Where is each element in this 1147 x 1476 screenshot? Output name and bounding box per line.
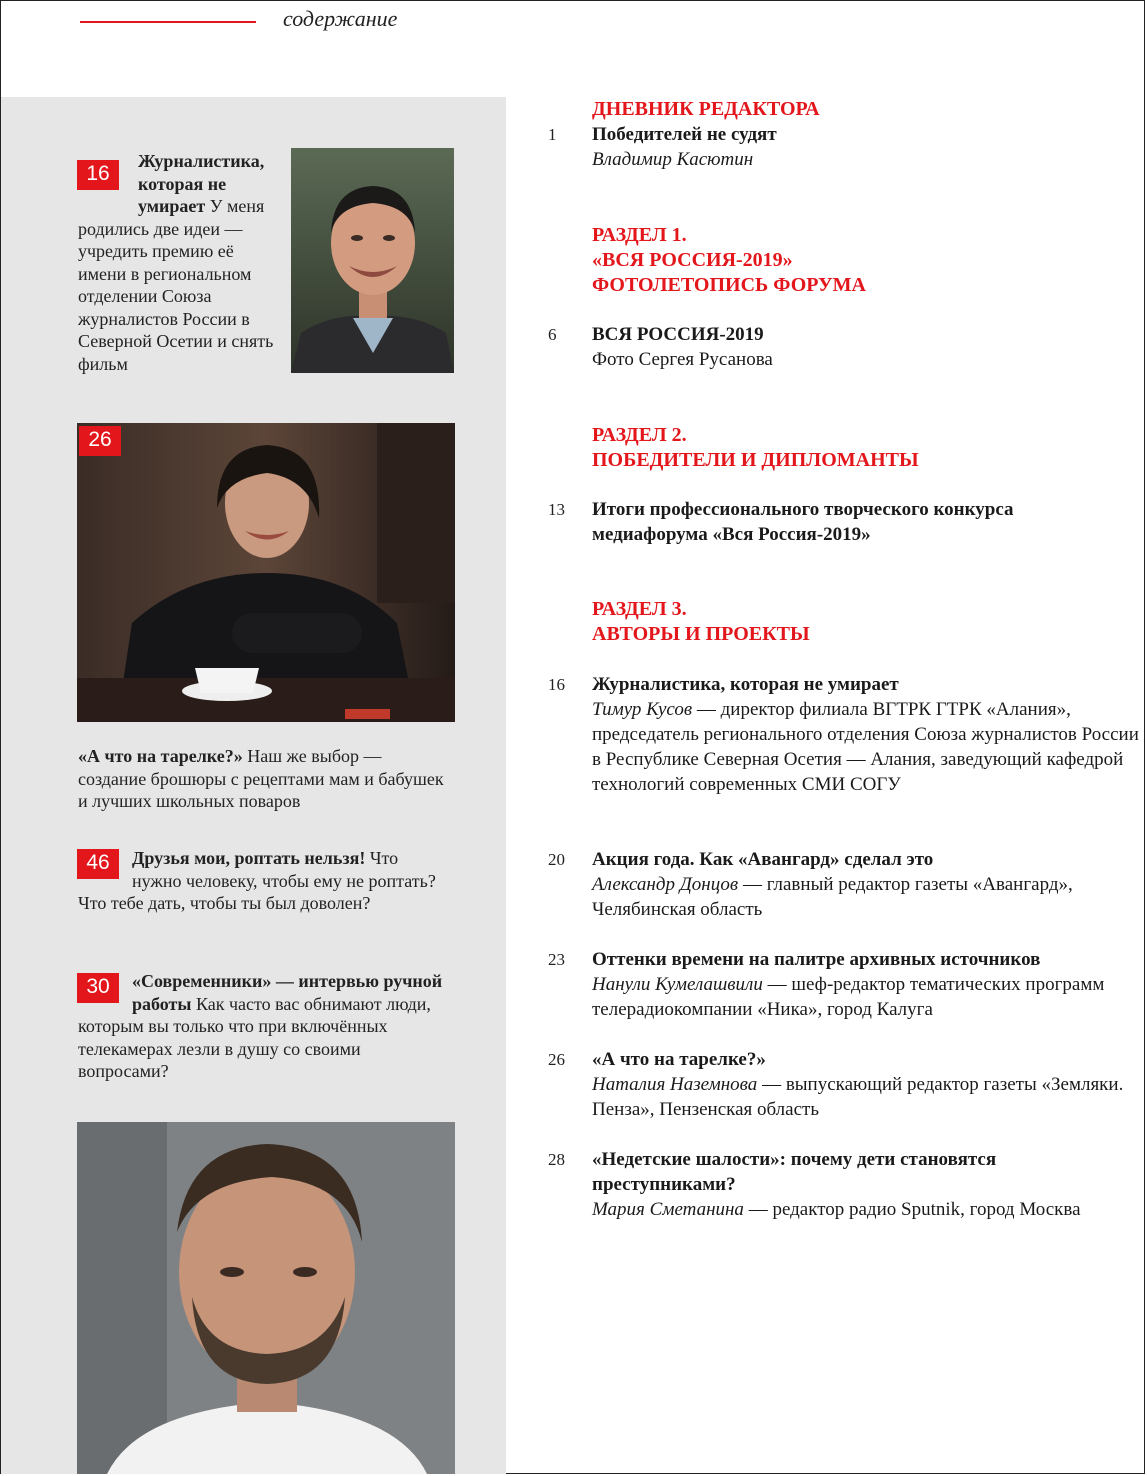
toc-author: Нанули Кумелашвили: [592, 974, 763, 995]
toc-page: 13: [548, 500, 565, 519]
page-badge: 30: [77, 973, 119, 1003]
toc-author: Наталия Наземнова: [592, 1074, 758, 1095]
photo-man-2: [77, 1122, 455, 1474]
toc-title: Оттенки времени на палитре архивных источников: [592, 949, 1041, 970]
teaser-title: Журналистика, которая не умирает: [138, 151, 265, 216]
toc-desc: — главный редактор газеты «Авангард», Челябинская область: [592, 874, 1073, 920]
section-diary: [592, 97, 820, 122]
toc-entry[interactable]: [548, 322, 1140, 372]
photo-man-1: [291, 148, 454, 373]
page-badge: 26: [79, 426, 121, 456]
toc-page: 23: [548, 950, 565, 969]
section-heading: «ВСЯ РОССИЯ-2019»: [592, 249, 793, 271]
toc-page: 6: [548, 325, 557, 344]
toc-title: Победителей не судят: [592, 124, 777, 145]
teaser-text: Как часто вас обнимают люди, которым вы только что при включённых телекамерах лезли в душу со своими вопросами?: [78, 993, 431, 1081]
toc-entry[interactable]: [548, 1047, 1140, 1122]
toc-desc: Фото Сергея Русанова: [592, 349, 773, 370]
section-1: [592, 223, 866, 298]
section-heading: РАЗДЕЛ 2.: [592, 424, 687, 446]
section-2: [592, 423, 919, 473]
toc-desc: — редактор радио Sputnik, город Москва: [743, 1199, 1081, 1220]
section-heading: ПОБЕДИТЕЛИ И ДИПЛОМАНТЫ: [592, 449, 919, 471]
toc-title: «А что на тарелке?»: [592, 1049, 766, 1070]
teaser-contemporaries[interactable]: [78, 970, 450, 1083]
toc-title: Акция года. Как «Авангард» сделал это: [592, 849, 934, 870]
teaser-friends[interactable]: [78, 847, 450, 915]
toc-entry[interactable]: [548, 122, 1140, 172]
page-badge: 46: [77, 849, 119, 879]
toc-page: 16: [548, 675, 565, 694]
toc-author: Владимир Касютин: [592, 149, 754, 170]
toc-desc: — выпускающий редактор газеты «Земляки. Пенза», Пензенская область: [592, 1074, 1124, 1120]
photo-woman: [77, 423, 455, 722]
section-heading: ФОТОЛЕТОПИСЬ ФОРУМА: [592, 274, 866, 296]
section-heading: ДНЕВНИК РЕДАКТОРА: [592, 98, 820, 120]
section-3: [592, 597, 810, 647]
teaser-text: У меня родились две идеи — учредить премию её имени в региональном отделении Союза журналистов России в Северной Осетии и снять фильм: [78, 196, 274, 374]
teaser-title: «А что на тарелке?»: [78, 746, 243, 766]
toc-entry[interactable]: [548, 847, 1140, 922]
toc-title: ВСЯ РОССИЯ-2019: [592, 324, 764, 345]
teaser-plate[interactable]: [78, 745, 450, 813]
header-rule: [80, 21, 256, 23]
toc-page: 20: [548, 850, 565, 869]
toc-author: Александр Донцов: [592, 874, 739, 895]
page-badge: 16: [77, 160, 119, 190]
teaser-journalism[interactable]: [78, 150, 278, 375]
page-title: содержание: [283, 6, 398, 31]
toc-entry[interactable]: [548, 672, 1140, 797]
toc-author: Тимур Кусов: [592, 699, 693, 720]
toc-title: Итоги профессионального творческого конкурса медиафорума «Вся Россия-2019»: [592, 499, 1014, 545]
teaser-title: «Современники» — интервью ручной работы: [132, 971, 443, 1014]
teaser-title: Друзья мои, роптать нельзя!: [132, 848, 366, 868]
toc-page: 28: [548, 1150, 565, 1169]
toc-title: Журналистика, которая не умирает: [592, 674, 899, 695]
toc-title: «Недетские шалости»: почему дети становятся преступниками?: [592, 1149, 997, 1195]
toc-desc: — шеф-редактор тематических программ телерадиокомпании «Ника», город Калуга: [592, 974, 1105, 1020]
toc-entry[interactable]: [548, 497, 1140, 547]
section-heading: АВТОРЫ И ПРОЕКТЫ: [592, 623, 810, 645]
section-heading: РАЗДЕЛ 1.: [592, 224, 687, 246]
toc-page: 1: [548, 125, 557, 144]
toc-author: Мария Сметанина: [592, 1199, 744, 1220]
teaser-text: Наш же выбор — создание брошюры с рецептами мам и бабушек и лучших школьных поваров: [78, 746, 444, 811]
toc-desc: — директор филиала ВГТРК ГТРК «Алания», председатель регионального отделения Союза журналистов России в Республике Северная Осетия — Алания, заведующий кафедрой технологий современных СМИ СОГУ: [592, 699, 1139, 795]
toc-entry[interactable]: [548, 1147, 1140, 1222]
toc-page: 26: [548, 1050, 565, 1069]
teaser-text: Что нужно человеку, чтобы ему не роптать? Что тебе дать, чтобы ты был доволен?: [78, 848, 436, 913]
section-heading: РАЗДЕЛ 3.: [592, 598, 687, 620]
toc-entry[interactable]: [548, 947, 1140, 1022]
